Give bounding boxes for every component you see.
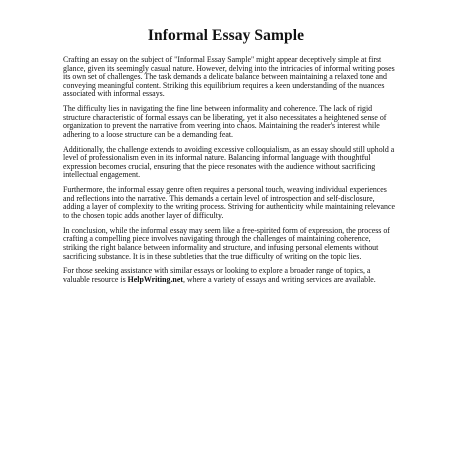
paragraph-closing [63, 267, 395, 284]
document-body [63, 56, 395, 291]
paragraph-furthermore: Furthermore, the informal essay genre often requires a personal touch, weaving individual experiences and reflections into the narrative. This demands a certain level of introspection and self-disclosure, adding a layer of complexity to the writing process. Striving for authenticity while maintaining relevance to the chosen topic adds another layer of difficulty. [63, 185, 395, 220]
document-title: Informal Essay Sample [147, 27, 305, 44]
paragraph-difficulty: The difficulty lies in navigating the fine line between informality and coherence. The lack of rigid structure characteristic of formal essays can be liberating, yet it also necessitates a heightened sense of organization to prevent the narrative from veering into chaos. Maintaining the reader's interest while adhering to a loose structure can be a demanding feat. [63, 104, 387, 139]
helpwriting-link[interactable]: HelpWriting.net [127, 274, 183, 284]
paragraph-additionally: Additionally, the challenge extends to avoiding excessive colloquialism, as an essay should still uphold a level of professionalism even in its informal nature. Balancing informal language with thoughtful expression becomes crucial, ensuring that the piece resonates with the audience without sacrificing intellectual engagement. [63, 144, 395, 180]
paragraph-intro: Crafting an essay on the subject of "Informal Essay Sample" might appear deceptively simple at first glance, given its seemingly casual nature. However, delving into the intricacies of informal writing poses its own set of challenges. The task demands a delicate balance between maintaining a relaxed tone and conveying meaningful content. Striking this equilibrium requires a keen understanding of the nuances associated with informal essays. [63, 55, 395, 99]
paragraph-conclusion: In conclusion, while the informal essay may seem like a free-spirited form of expression, the process of crafting a compelling piece involves navigating through the challenges of maintaining coherence, striking the right balance between informality and structure, and infusing personal elements without sacrificing substance. It is in these subtleties that the true difficulty of writing on the topic lies. [63, 225, 390, 261]
closing-text-after: , where a variety of essays and writing services are available. [182, 274, 376, 284]
closing-text-before: For those seeking assistance with similar essays or looking to explore a broader range of topics, a valuable resource is [63, 266, 371, 284]
